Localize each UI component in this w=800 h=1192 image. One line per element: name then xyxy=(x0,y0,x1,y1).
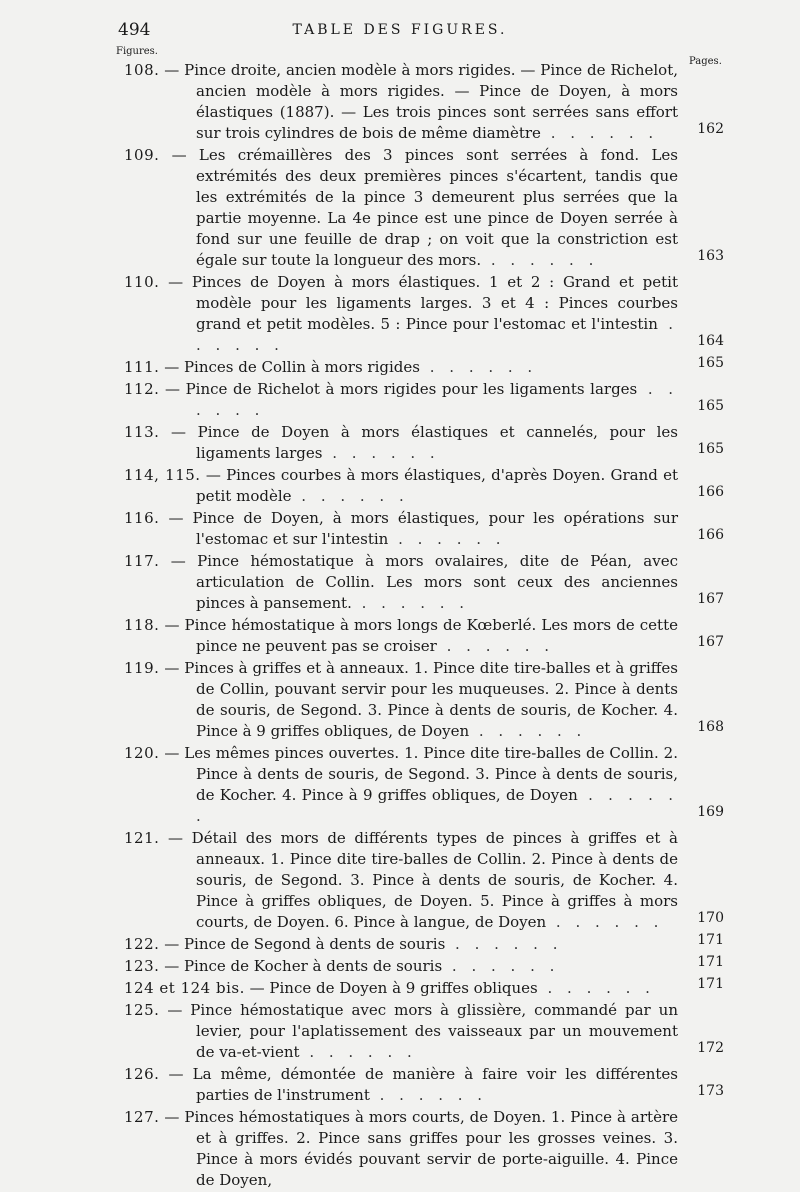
figure-caption: — Pince hémostatique à mors longs de Kœberlé. Les mors de cette pince ne peuvent pas se croiser xyxy=(164,616,678,655)
figure-number: 122. xyxy=(124,935,160,953)
figure-caption: — Pinces hémostatiques à mors courts, de Doyen. 1. Pince à artère et à griffes. 2. Pince sans griffes pour les grosses veines. 3. Pince à mors évidés pouvant servir de porte-aiguille. 4. Pince de Doyen, xyxy=(164,1108,678,1189)
column-label-pages: Pages. xyxy=(689,56,722,67)
figure-number: 109. xyxy=(124,146,160,164)
figure-entry xyxy=(124,145,724,271)
page-reference: 163 xyxy=(697,248,724,264)
dot-leader: . . . . . . xyxy=(540,124,659,142)
figure-caption: — Pince droite, ancien modèle à mors rigides. — Pince de Richelot, ancien modèle à mors rigides. — Pince de Doyen, à mors élastiques (1887). — Les trois pinces sont serrées sans effort sur trois cylindres de bois de même diamètre xyxy=(164,61,678,142)
dot-leader: . . . . . . xyxy=(388,530,506,548)
page-reference: 166 xyxy=(697,484,724,500)
figure-caption: — Pince de Segond à dents de souris xyxy=(164,935,446,953)
figure-number: 113. xyxy=(124,423,160,441)
page-reference: 172 xyxy=(697,1040,724,1056)
figure-caption: — Pinces de Doyen à mors élastiques. 1 et 2 : Grand et petit modèle pour les ligaments larges. 3 et 4 : Pinces courbes grand et petit modèles. 5 : Pince pour l'estomac et l'intestin xyxy=(168,273,678,333)
figure-number: 121. xyxy=(124,829,160,847)
figure-number: 123. xyxy=(124,957,160,975)
figure-list xyxy=(124,60,724,1192)
dot-leader: . . . . . . xyxy=(351,594,470,612)
page-reference: 171 xyxy=(697,932,724,948)
figure-caption: — Pinces courbes à mors élastiques, d'après Doyen. Grand et petit modèle xyxy=(196,466,678,505)
figure-caption: — Les mêmes pinces ouvertes. 1. Pince dite tire-balles de Collin. 2. Pince à dents de souris, de Segond. 3. Pince à dents de souris, de Kocher. 4. Pince à 9 griffes obliques, de Doyen xyxy=(164,744,678,804)
figure-caption: — Pince hémostatique à mors ovalaires, dite de Péan, avec articulation de Collin. Les mors sont ceux des anciennes pinces à pansement. xyxy=(170,552,678,612)
figure-caption: — Pince de Doyen à 9 griffes obliques xyxy=(249,979,538,997)
page-reference: 162 xyxy=(697,121,724,137)
dot-leader: . . . . . . xyxy=(419,358,538,376)
page-reference: 170 xyxy=(697,910,724,926)
page-reference: 165 xyxy=(697,398,724,414)
dot-leader: . . . . . . xyxy=(445,935,563,953)
column-label-figures: Figures. xyxy=(116,46,158,57)
figure-entry xyxy=(124,1107,724,1191)
figure-entry xyxy=(124,956,724,977)
figure-entry xyxy=(124,422,724,464)
figure-number: 120. xyxy=(124,744,160,762)
dot-leader: . . . . . . xyxy=(436,637,555,655)
figure-caption: — Pince de Doyen, à mors élastiques, pour les opérations sur l'estomac et sur l'intestin xyxy=(168,509,678,548)
figure-caption: — Pinces à griffes et à anneaux. 1. Pince dite tire-balles et à griffes de Collin, pouvant servir pour les muqueuses. 2. Pince à dents de souris, de Segond. 3. Pince à dents de souris, de Kocher. 4. Pince à 9 griffes obliques, de Doyen xyxy=(164,659,678,740)
figure-caption: — Pince de Richelot à mors rigides pour les ligaments larges xyxy=(165,380,638,398)
dot-leader: . . . . . . xyxy=(369,1086,488,1104)
page-reference: 164 xyxy=(697,333,724,349)
figure-caption: — La même, démontée de manière à faire voir les différentes parties de l'instrument xyxy=(168,1065,678,1104)
page-reference: 165 xyxy=(697,441,724,457)
figure-number: 114, 115. xyxy=(124,466,201,484)
page-reference: 169 xyxy=(697,804,724,820)
figure-entry xyxy=(124,272,724,356)
dot-leader: . . . . . . xyxy=(546,913,664,931)
figure-number: 117. xyxy=(124,552,160,570)
page-reference: 173 xyxy=(697,1083,724,1099)
dot-leader: . . . . . . xyxy=(442,957,560,975)
dot-leader: . . . . . . xyxy=(322,444,440,462)
figure-entry xyxy=(124,658,724,742)
dot-leader: . . . . . . xyxy=(196,786,678,825)
figure-number: 108. xyxy=(124,61,160,79)
figure-number: 127. xyxy=(124,1108,160,1126)
figure-entry xyxy=(124,1064,724,1106)
dot-leader: . . . . . . xyxy=(469,722,587,740)
page-reference: 171 xyxy=(697,954,724,970)
figure-number: 118. xyxy=(124,616,160,634)
figure-entry xyxy=(124,743,724,827)
page-reference: 167 xyxy=(697,591,724,607)
figure-entry xyxy=(124,357,724,378)
figure-number: 126. xyxy=(124,1065,160,1083)
figure-caption: — Pince hémostatique avec mors à glissière, commandé par un levier, pour l'aplatissement des vaisseaux par un mouvement de va-et-vient xyxy=(167,1001,678,1061)
figure-number: 116. xyxy=(124,509,160,527)
dot-leader: . . . . . . xyxy=(196,380,678,419)
running-head: TABLE DES FIGURES. xyxy=(292,22,508,38)
figure-number: 110. xyxy=(124,273,160,291)
figure-caption: — Détail des mors de différents types de pinces à griffes et à anneaux. 1. Pince dite tire-balles de Collin. 2. Pince à dents de souris, de Segond. 3. Pince à dents de souris, de Kocher. 4. Pince à griffes obliques, de Doyen. 5. Pince à griffes à mors courts, de Doyen. 6. Pince à langue, de Doyen xyxy=(168,829,678,931)
dot-leader: . . . . . . xyxy=(196,315,678,354)
page-reference: 166 xyxy=(697,527,724,543)
figure-entry xyxy=(124,465,724,507)
dot-leader: . . . . . . xyxy=(481,251,599,269)
figure-caption: — Pince de Kocher à dents de souris xyxy=(164,957,443,975)
figure-entry xyxy=(124,60,724,144)
page-reference: 168 xyxy=(697,719,724,735)
figure-number: 125. xyxy=(124,1001,160,1019)
figure-entry xyxy=(124,551,724,614)
page-reference: 167 xyxy=(697,634,724,650)
page-number: 494 xyxy=(118,20,151,40)
figure-caption: — Les crémaillères des 3 pinces sont serrées à fond. Les extrémités des deux premières pinces s'écartent, tandis que les extrémités de la pince 3 demeurent plus serrées que la partie moyenne. La 4e pince est une pince de Doyen serrée à fond sur une feuille de drap ; on voit que la constriction est égale sur toute la longueur des mors. xyxy=(171,146,678,269)
figure-caption: — Pinces de Collin à mors rigides xyxy=(164,358,420,376)
figure-entry xyxy=(124,379,724,421)
figure-number: 112. xyxy=(124,380,160,398)
figure-entry xyxy=(124,508,724,550)
figure-number: 119. xyxy=(124,659,160,677)
dot-leader: . . . . . . xyxy=(537,979,655,997)
page-reference: 171 xyxy=(697,976,724,992)
figure-entry xyxy=(124,615,724,657)
figure-caption: — Pince de Doyen à mors élastiques et cannelés, pour les ligaments larges xyxy=(171,423,678,462)
figure-entry xyxy=(124,1000,724,1063)
page-reference: 165 xyxy=(697,355,724,371)
dot-leader: . . . . . . xyxy=(299,1043,417,1061)
dot-leader: . . . . . . xyxy=(291,487,409,505)
figure-number: 124 et 124 bis. xyxy=(124,979,245,997)
figure-entry xyxy=(124,934,724,955)
figure-entry xyxy=(124,828,724,933)
figure-number: 111. xyxy=(124,358,160,376)
figure-entry xyxy=(124,978,724,999)
